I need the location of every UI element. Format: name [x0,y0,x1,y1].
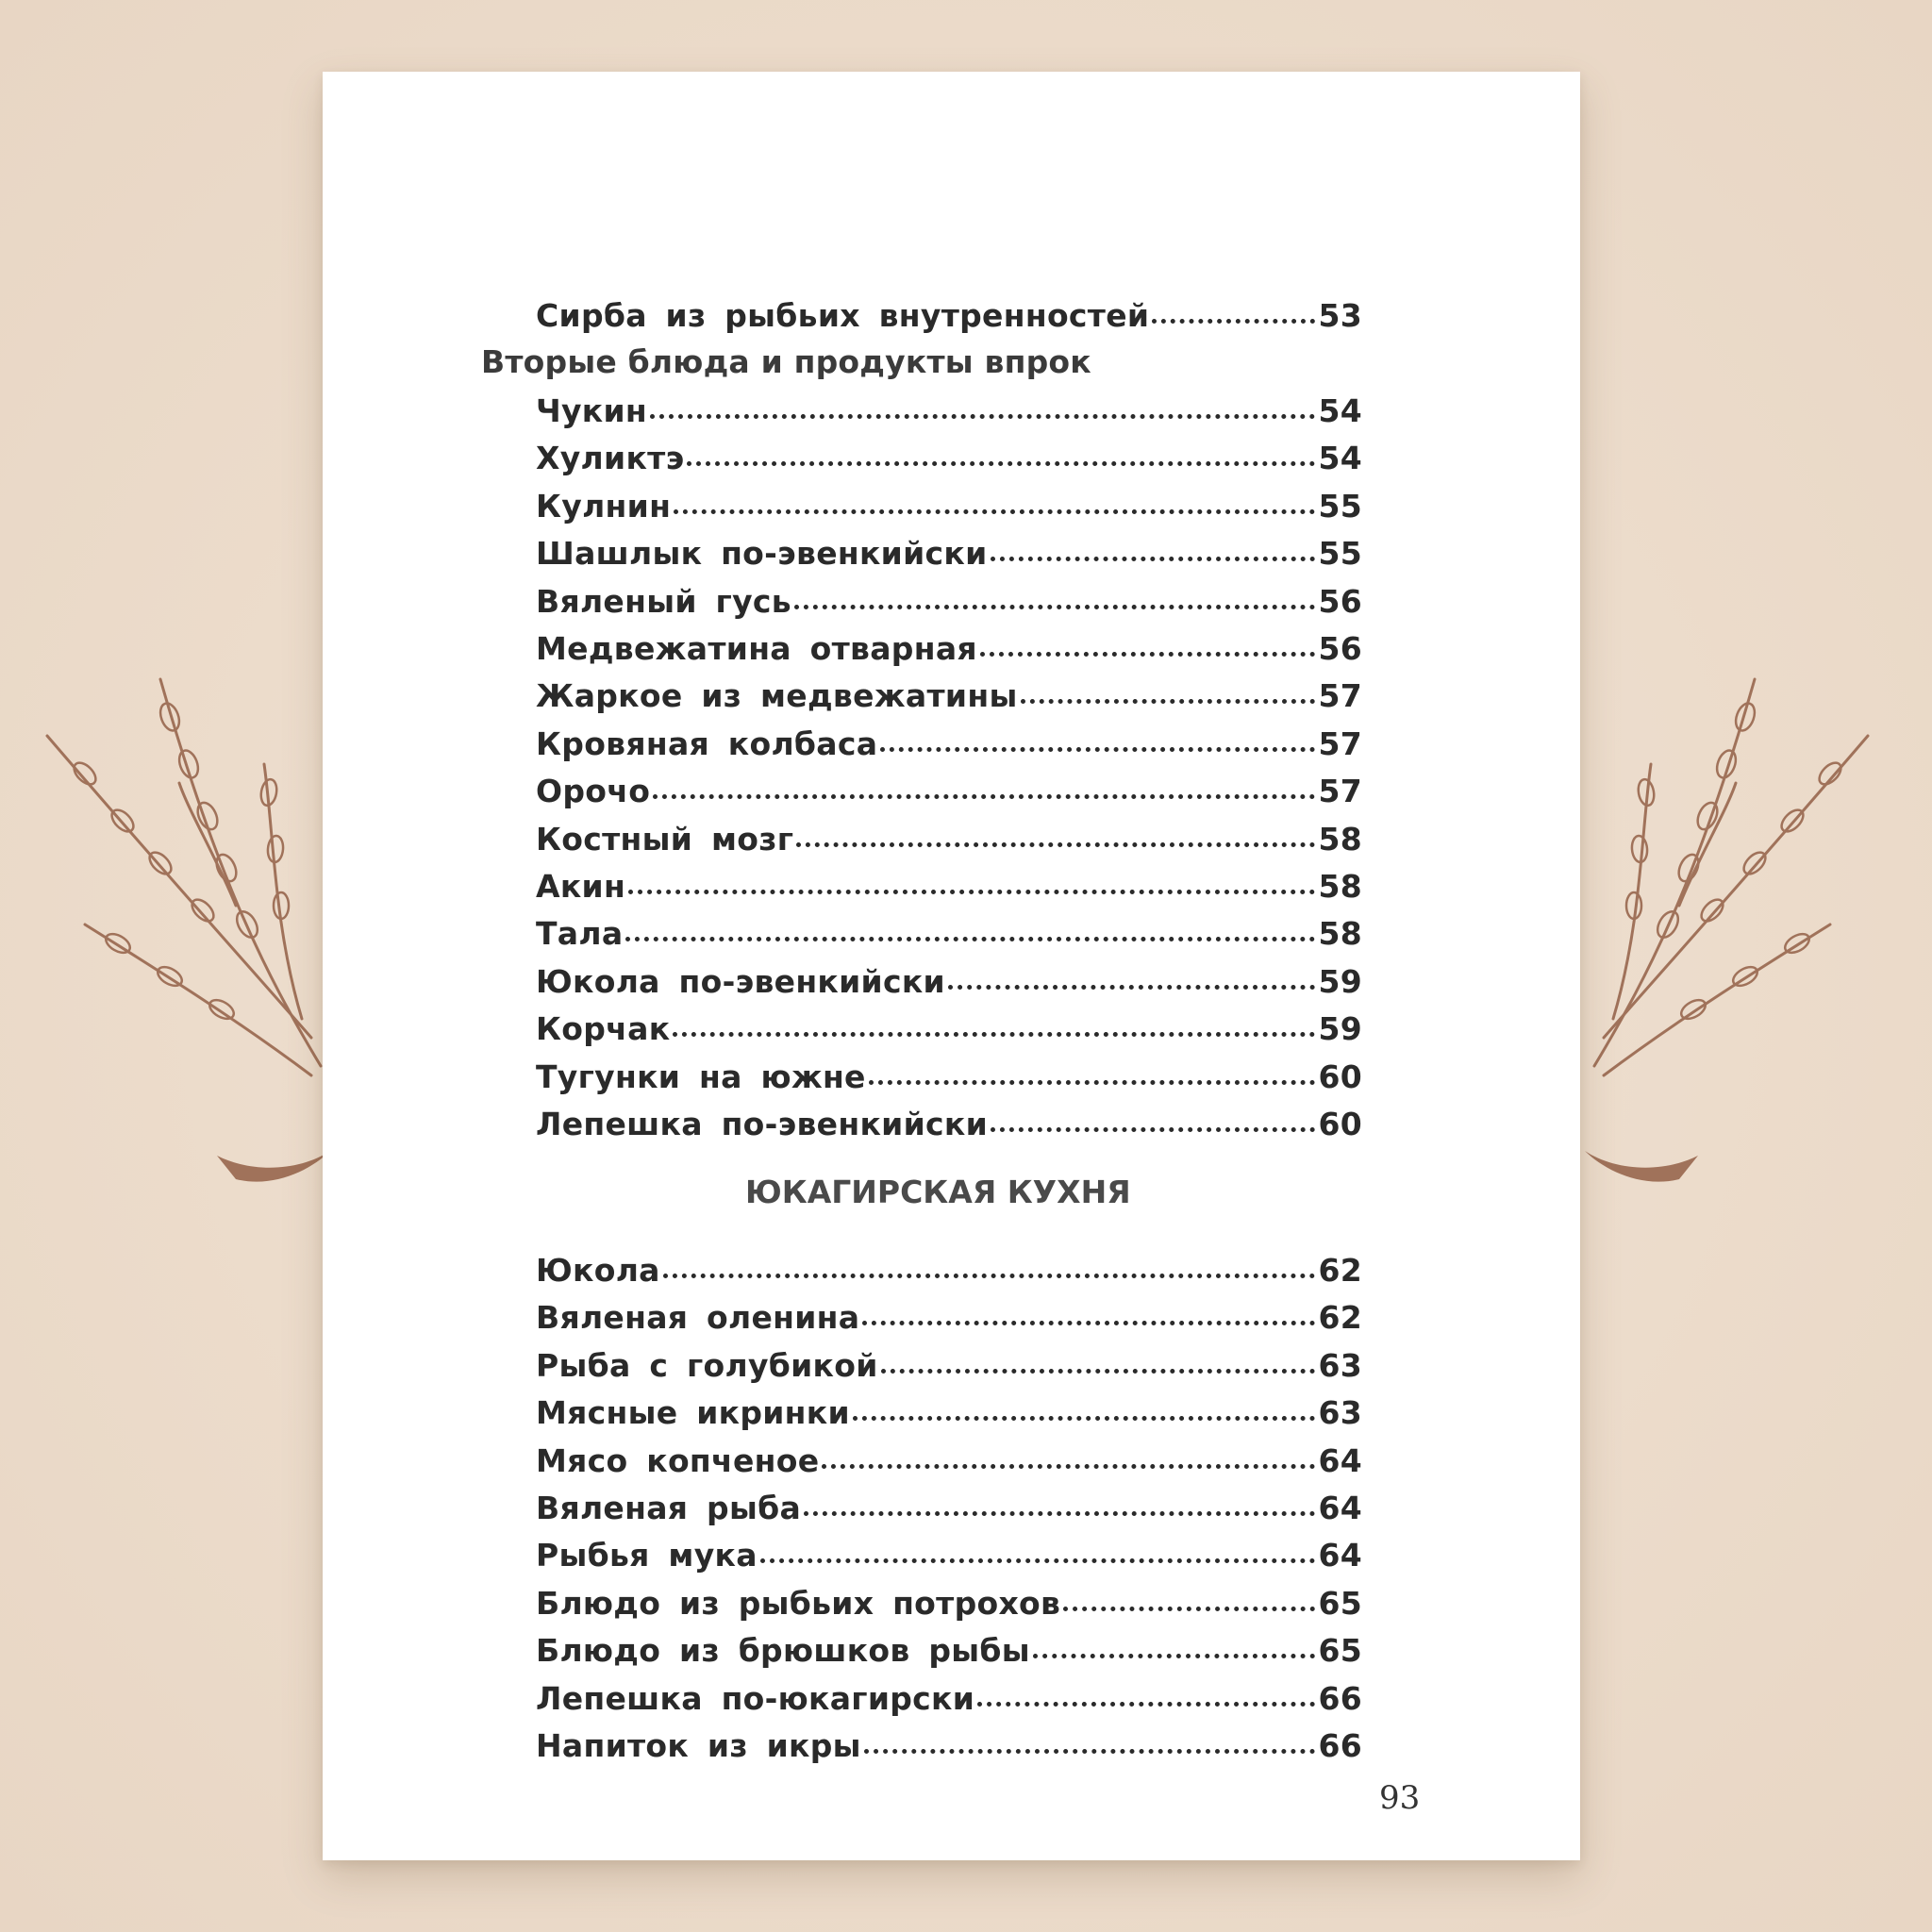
toc-entry-title: Хуликтэ [536,440,685,477]
toc-entry [536,1576,1362,1622]
toc-entry-page: 53 [1318,297,1362,334]
toc-entry-page: 63 [1318,1394,1362,1432]
toc-entry [536,1097,1362,1142]
toc-entry-title: Лепешка по-юкагирски [536,1679,975,1717]
dot-leader [673,1032,1315,1037]
toc-entry [536,669,1362,714]
toc-entry-title: Кулнин [536,487,672,525]
toc-entry-title: Тугунки на южне [536,1058,866,1095]
dot-leader [948,985,1316,990]
toc-entry-page: 66 [1318,1727,1362,1764]
dot-leader [687,461,1315,466]
dot-leader [794,605,1316,609]
toc-entry-page: 63 [1318,1346,1362,1384]
toc-entry [536,431,1362,476]
page-number: 93 [1379,1779,1421,1817]
toc-entry-page: 65 [1318,1584,1362,1622]
toc-entry-page: 59 [1318,1010,1362,1048]
dot-leader [980,652,1316,657]
toc-entry [536,1719,1362,1764]
dot-leader [628,890,1315,894]
toc-entry-title: Акин [536,868,626,905]
toc-entry-page: 58 [1318,915,1362,953]
toc-entry-title: Рыбья мука [536,1537,758,1574]
toc-entry-page: 57 [1318,677,1362,715]
toc-entry [536,1481,1362,1526]
willow-branch-right-decoration [1585,660,1887,1189]
toc-entry [536,1002,1362,1047]
dot-leader [650,414,1315,419]
toc-entry-page: 60 [1318,1058,1362,1095]
toc-entry [536,526,1362,572]
toc-entry [536,1434,1362,1479]
dot-leader [880,747,1315,752]
toc-entry-page: 57 [1318,773,1362,810]
toc-entry-title: Юкола [536,1252,660,1289]
toc-entry [536,289,1362,334]
toc-entry-page: 60 [1318,1106,1362,1142]
toc-entry-title: Орочо [536,773,651,810]
dot-leader [1021,699,1316,704]
toc-entry [536,1528,1362,1574]
toc-entry-title: Медвежатина отварная [536,630,977,667]
toc-entry [536,479,1362,525]
toc-entry-page: 64 [1318,1537,1362,1574]
toc-entry-title: Вяленая рыба [536,1490,802,1526]
dot-leader [864,1749,1316,1754]
dot-leader [822,1464,1315,1469]
toc-entry [536,812,1362,858]
toc-entry-page: 57 [1318,724,1362,762]
dot-leader [881,1369,1316,1374]
toc-entry-title: Вяленый гусь [536,582,791,620]
toc-entry [536,1050,1362,1095]
dot-leader [1152,319,1315,324]
toc-entry-page: 55 [1318,535,1362,573]
toc-entry-page: 62 [1318,1252,1362,1289]
toc-entry-page: 58 [1318,868,1362,905]
toc-entry-title: Корчак [536,1010,671,1048]
toc-entry-page: 56 [1318,582,1362,620]
toc-entry-title: Жаркое из медвежатины [536,677,1018,715]
dot-leader [977,1702,1315,1707]
toc-entry [536,1624,1362,1669]
toc-entry-page: 62 [1318,1299,1362,1337]
toc-entry [536,717,1362,762]
toc-entry-title: Кровяная колбаса [536,724,878,762]
willow-branch-left-decoration [28,660,330,1189]
dot-leader [869,1080,1316,1085]
dot-leader [663,1274,1316,1278]
chapter-heading: ЮКАГИРСКАЯ КУХНЯ [745,1174,1131,1210]
toc-entry [536,575,1362,620]
toc-entry-page: 58 [1318,820,1362,858]
subsection-heading: Вторые блюда и продукты впрок [481,343,1091,380]
toc-entry [536,1243,1362,1289]
toc-entry [536,1386,1362,1431]
toc-entry [536,622,1362,667]
dot-leader [991,1127,1315,1132]
dot-leader [653,794,1315,799]
toc-entry-page: 55 [1318,487,1362,525]
toc-entry-title: Чукин [536,392,647,429]
toc-entry-page: 56 [1318,630,1362,667]
dot-leader [862,1321,1315,1325]
toc-entry-title: Вяленая оленина [536,1299,860,1337]
dot-leader [991,557,1316,561]
toc-entry-title: Мясо копченое [536,1441,820,1479]
toc-entry-title: Шашлык по-эвенкийски [536,535,988,573]
toc-entry [536,1291,1362,1336]
toc-entry-title: Тала [536,915,624,953]
dot-leader [853,1416,1316,1421]
toc-entry-title: Блюдо из рыбьих потрохов [536,1584,1061,1622]
book-page [323,72,1580,1860]
toc-entry-title: Костный мозг [536,820,794,858]
toc-entry-page: 54 [1318,392,1362,429]
dot-leader [674,509,1315,514]
toc-entry-title: Мясные икринки [536,1394,850,1432]
toc-entry-title: Рыба с голубикой [536,1346,878,1384]
toc-entry [536,907,1362,952]
dot-leader [1033,1654,1316,1658]
dot-leader [1063,1607,1315,1611]
dot-leader [804,1511,1315,1516]
toc-entry-page: 59 [1318,962,1362,1000]
toc-entry-page: 64 [1318,1441,1362,1479]
toc-entry-title: Лепешка по-эвенкийски [536,1106,988,1142]
toc-entry [536,1672,1362,1717]
toc-entry-title: Блюдо из брюшков рыбы [536,1632,1030,1670]
toc-entry-title: Напиток из икры [536,1727,861,1764]
toc-entry [536,764,1362,809]
toc-entry [536,384,1362,429]
toc-entry-title: Сирба из рыбьих внутренностей [536,297,1150,334]
toc-entry [536,955,1362,1000]
toc-entry-page: 54 [1318,440,1362,477]
toc-entry-page: 64 [1318,1490,1362,1526]
toc-entry [536,859,1362,905]
toc-entry [536,1339,1362,1384]
toc-entry-page: 66 [1318,1679,1362,1717]
toc-entry-page: 65 [1318,1632,1362,1670]
dot-leader [796,842,1315,847]
toc-entry-title: Юкола по-эвенкийски [536,962,945,1000]
dot-leader [760,1558,1316,1563]
dot-leader [625,937,1315,941]
